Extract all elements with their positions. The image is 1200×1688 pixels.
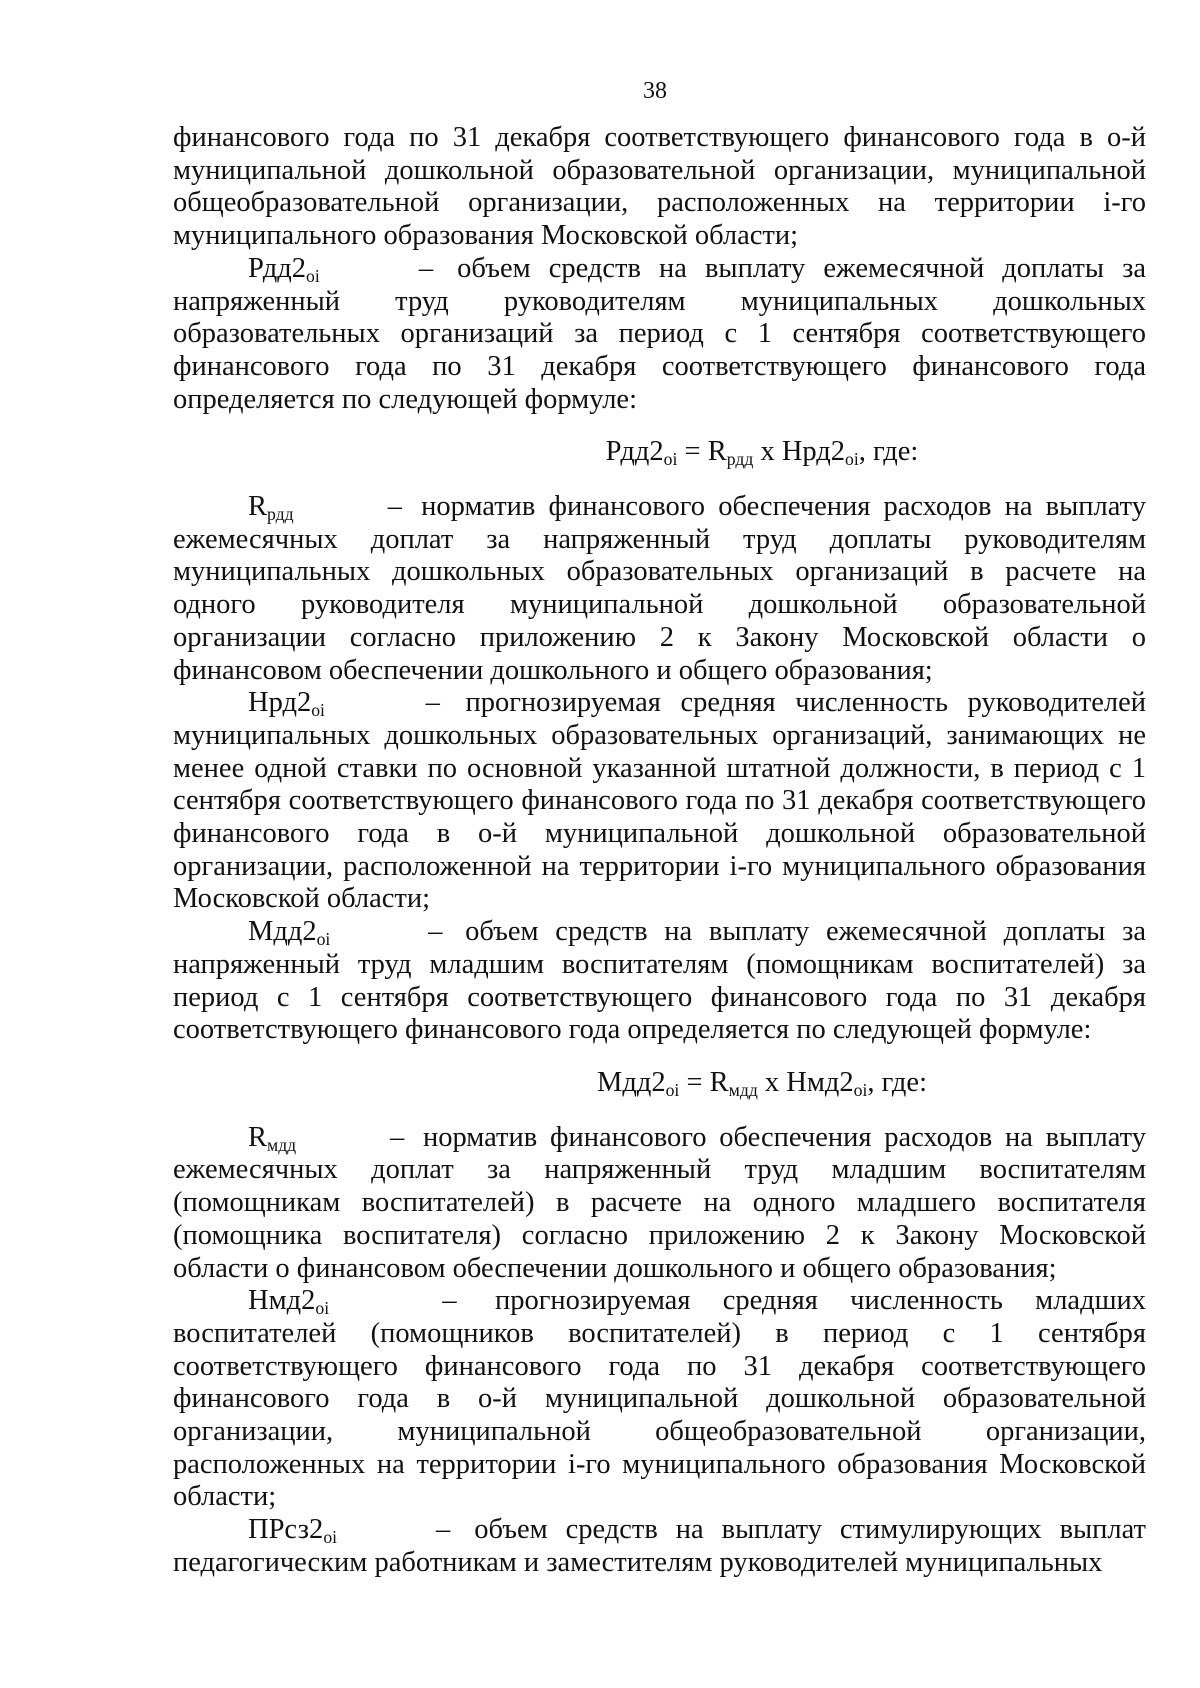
definition-mdd2 bbox=[173, 916, 1146, 1047]
dash: – bbox=[436, 1514, 451, 1546]
definition-text: объем средств на выплату стимулирующих выплат педагогическим работникам и заместителям руководителей муниципальных bbox=[173, 1514, 1147, 1578]
formula-tail: , где: bbox=[867, 1066, 927, 1098]
definition-r-rdd bbox=[173, 491, 1146, 687]
term-subscript: мдд bbox=[267, 1134, 297, 1155]
formula-norm: R bbox=[709, 1066, 729, 1098]
formula-equals: = bbox=[677, 436, 708, 468]
formula-equals: = bbox=[679, 1066, 710, 1098]
definition-prsz2 bbox=[173, 1514, 1146, 1579]
dash: – bbox=[428, 916, 443, 948]
paragraph-text: финансового года по 31 декабря соответствующего финансового года в о-й муниципальной дошкольной образовательной организации, муниципальной общеобразовательной организации, расположенных на территории i-го муниципального образования Московской области; bbox=[173, 122, 1146, 252]
definition-text: объем средств на выплату ежемесячной доплаты за напряженный труд руководителям муниципальных дошкольных образовательных организаций за период с 1 сентября соответствующего финансового года по 31 декабря соответствующего финансового года определяется по следующей формуле: bbox=[173, 252, 1147, 415]
definition-text: норматив финансового обеспечения расходов на выплату ежемесячных доплат за напряженный труд младшим воспитателям (помощникам воспитателей) в расчете на одного младшего воспитателя (помощника воспитателя) согласно приложению 2 к Закону Московской области о финансовом обеспечении дошкольного и общего образования; bbox=[173, 1121, 1146, 1284]
term: Нмд2 bbox=[248, 1285, 316, 1317]
formula-rdd2 bbox=[173, 436, 1146, 469]
dash: – bbox=[418, 252, 434, 284]
page-number: 38 bbox=[643, 78, 667, 104]
definition-nrd2 bbox=[173, 687, 1146, 916]
definition-text: прогнозируемая средняя численность руководителей муниципальных дошкольных образовательных организаций, занимающих не менее одной ставки по основной указанной штатной должности, в период с 1 сентября соответствующего финансового года по 31 декабря соответствующего финансового года в о-й муниципальной дошкольной образовательной организации, расположенной на территории i-го муниципального образования Московской области; bbox=[173, 687, 1147, 915]
term: Рдд2 bbox=[248, 252, 307, 284]
formula-norm-subscript: мдд bbox=[728, 1079, 758, 1100]
term: Мдд2 bbox=[248, 916, 317, 948]
formula-factor: x Нмд2 bbox=[757, 1066, 854, 1098]
dash: – bbox=[442, 1285, 457, 1317]
formula-factor-subscript: oi bbox=[853, 1079, 868, 1100]
term: R bbox=[248, 491, 268, 523]
formula-norm-subscript: рдд bbox=[726, 449, 754, 470]
term-subscript: oi bbox=[311, 700, 325, 721]
dash: – bbox=[389, 1121, 405, 1153]
term-subscript: oi bbox=[306, 265, 320, 286]
formula-lhs-subscript: oi bbox=[665, 1079, 680, 1100]
formula-factor-subscript: oi bbox=[845, 449, 859, 470]
formula-tail: , где: bbox=[858, 436, 919, 468]
term: R bbox=[248, 1121, 268, 1153]
formula-lhs: Мдд2 bbox=[596, 1066, 666, 1098]
term-subscript: oi bbox=[323, 1527, 338, 1548]
term-subscript: oi bbox=[316, 929, 331, 950]
formula-lhs-subscript: oi bbox=[663, 449, 678, 470]
definition-nmd2 bbox=[173, 1285, 1146, 1514]
paragraph-continuation bbox=[173, 122, 1146, 253]
term-subscript: рдд bbox=[267, 503, 294, 524]
definition-text: норматив финансового обеспечения расходов на выплату ежемесячных доплат за напряженный труд доплаты руководителям муниципальных дошкольных образовательных организаций в расчете на одного руководителя муниципальной дошкольной образовательной организации согласно приложению 2 к Закону Московской области о финансовом обеспечении дошкольного и общего образования; bbox=[173, 491, 1147, 686]
document-body bbox=[173, 122, 1146, 1580]
definition-rdd2 bbox=[173, 253, 1146, 417]
definition-r-mdd bbox=[173, 1122, 1146, 1286]
dash: – bbox=[425, 687, 440, 719]
dash: – bbox=[387, 491, 402, 523]
formula-factor: x Нрд2 bbox=[753, 436, 846, 468]
formula-lhs: Рдд2 bbox=[605, 436, 664, 468]
term: ПРсз2 bbox=[248, 1514, 324, 1546]
definition-text: объем средств на выплату ежемесячной доплаты за напряженный труд младшим воспитателям (помощникам воспитателей) за период с 1 сентября соответствующего финансового года по 31 декабря соответствующего финансового года определяется по следующей формуле: bbox=[173, 916, 1146, 1046]
formula-mdd2 bbox=[173, 1067, 1146, 1100]
term-subscript: oi bbox=[315, 1298, 330, 1319]
definition-text: прогнозируемая средняя численность младших воспитателей (помощников воспитателей) в период с 1 сентября соответствующего финансового года по 31 декабря соответствующего финансового года в о-й муниципальной дошкольной образовательной организации, муниципальной общеобразовательной организации, расположенных на территории i-го муниципального образования Московской области; bbox=[173, 1285, 1147, 1513]
formula-norm: R bbox=[707, 436, 727, 468]
term: Нрд2 bbox=[248, 687, 312, 719]
